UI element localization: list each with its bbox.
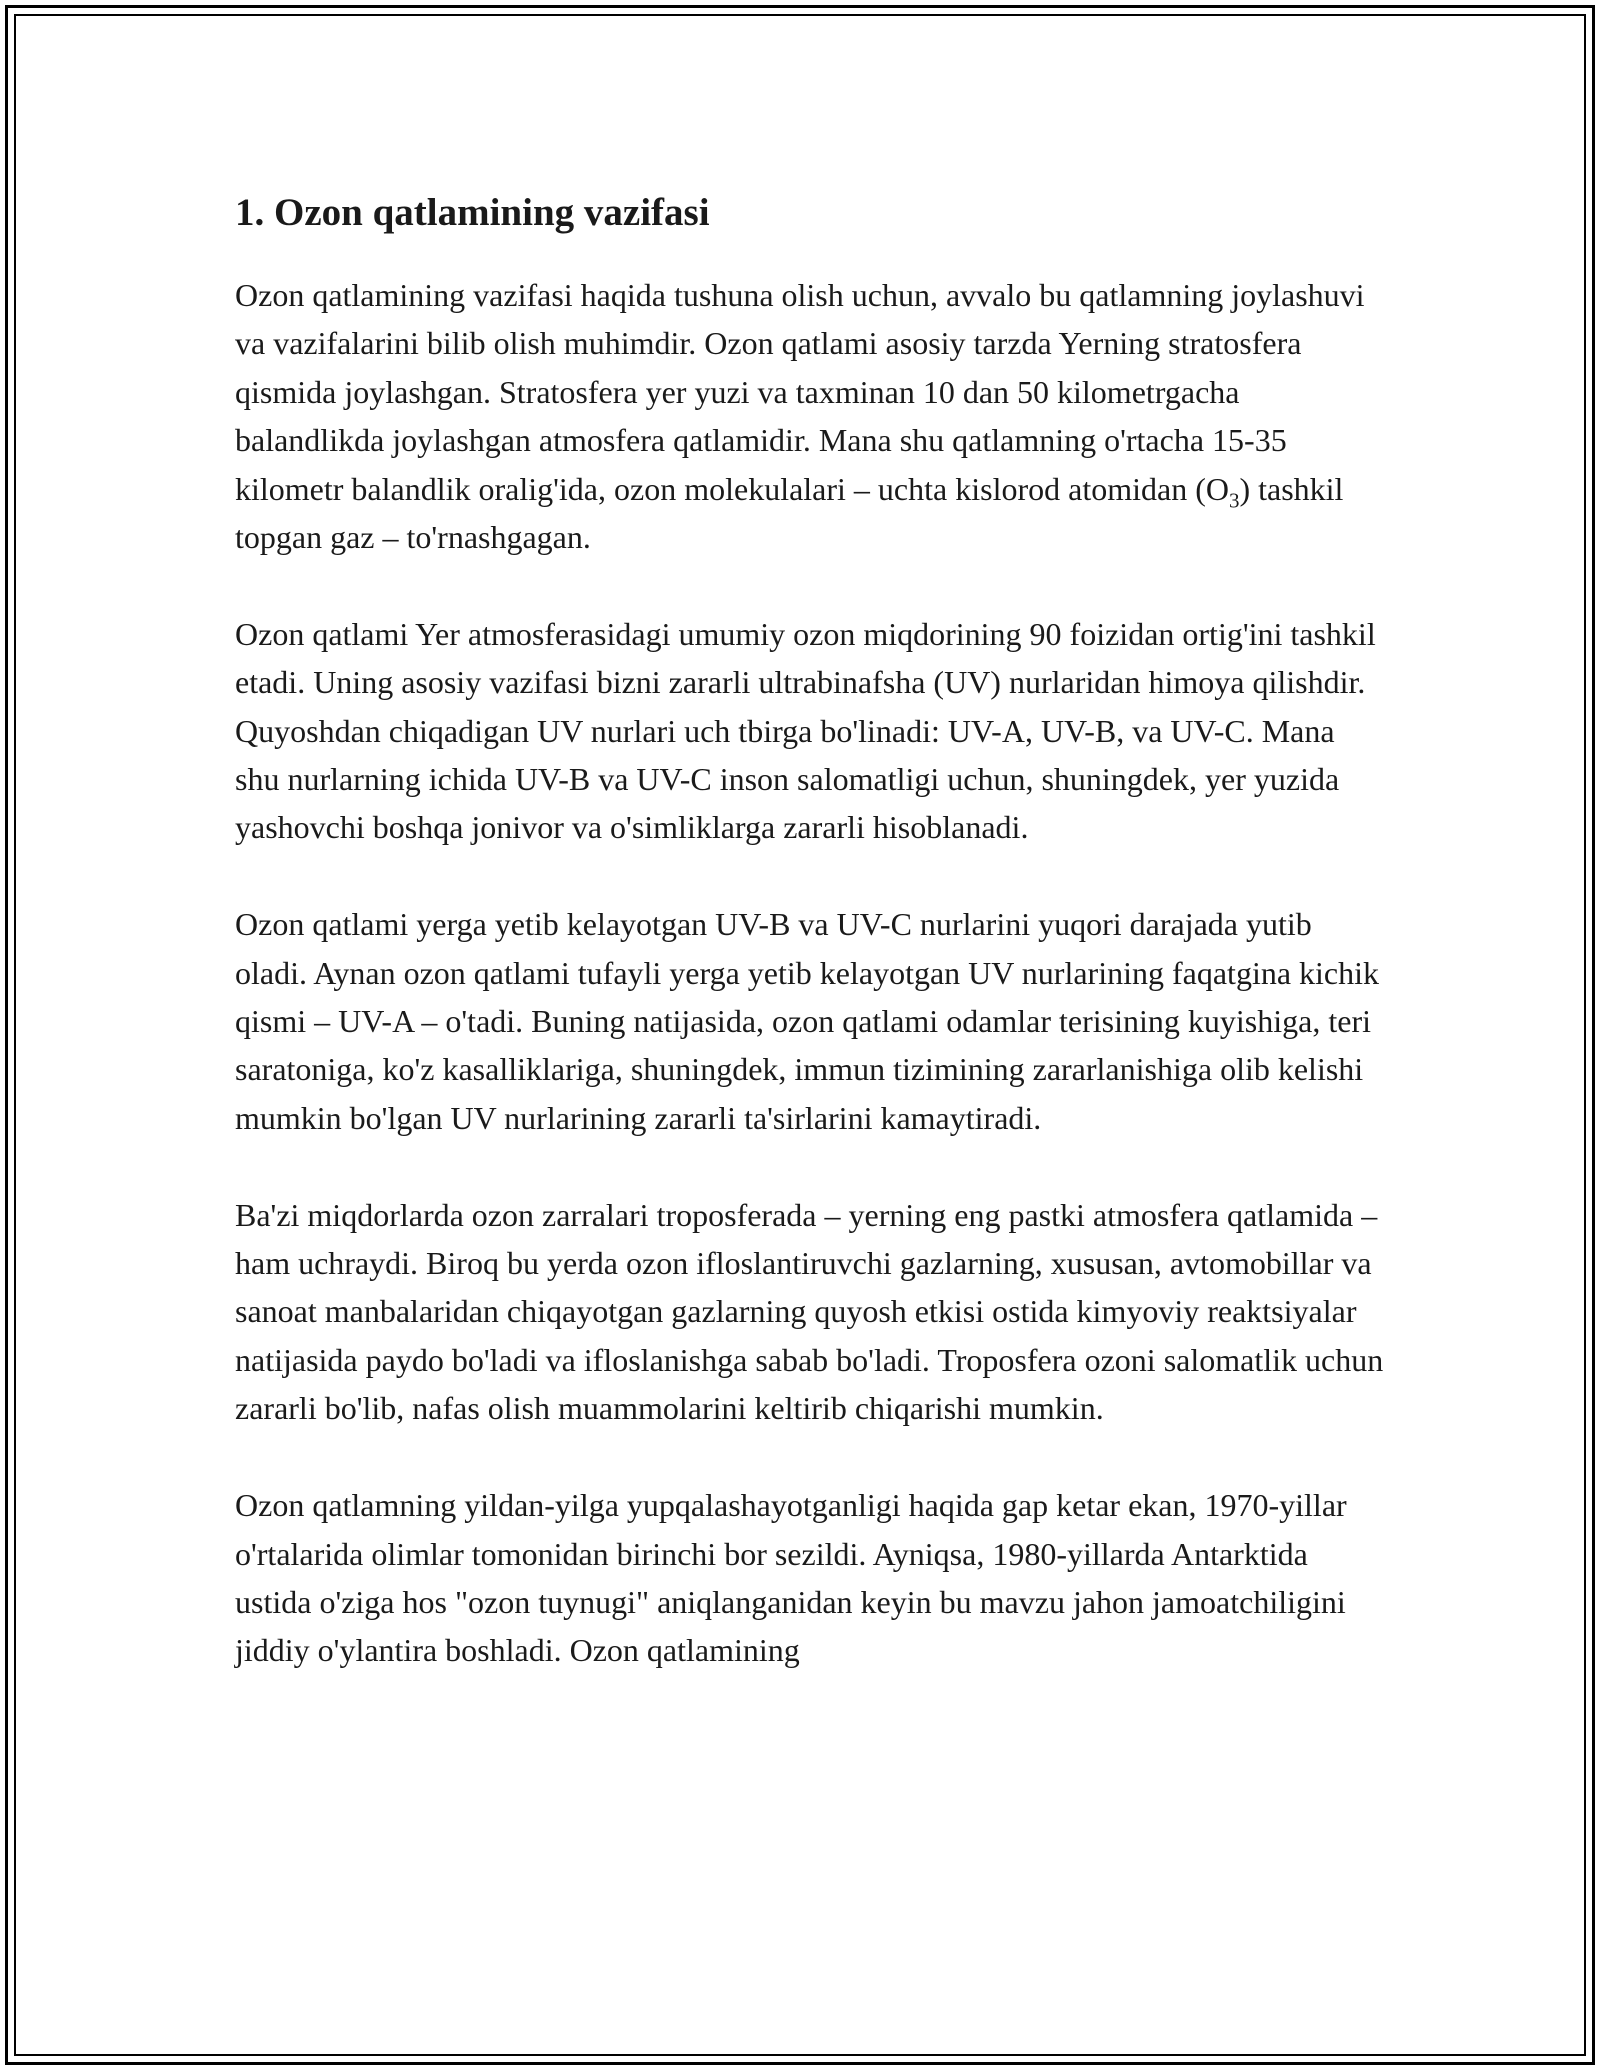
document-body	[235, 185, 1385, 1723]
ozone-subscript: 3	[1228, 488, 1240, 513]
paragraph-5: Ozon qatlamning yildan-yilga yupqalashayotganligi haqida gap ketar ekan, 1970-yillar o'rtalarida olimlar tomonidan birinchi bor sezildi. Ayniqsa, 1980-yillarda Antarktida ustida o'ziga hos "ozon tuynugi" aniqlanganidan keyin bu mavzu jahon jamoatchiligini jiddiy o'ylantira boshladi. Ozon qatlamining	[235, 1487, 1347, 1669]
paragraph-3: Ozon qatlami yerga yetib kelayotgan UV-B va UV-C nurlarini yuqori darajada yutib oladi. Aynan ozon qatlami tufayli yerga yetib kelayotgan UV nurlarining faqatgina kichik qismi – UV-A – o'tadi. Buning natijasida, ozon qatlami odamlar terisining kuyishiga, teri saratoniga, ko'z kasalliklariga, shuningdek, immun tizimining zararlanishiga olib kelishi mumkin bo'lgan UV nurlarining zararli ta'sirlarini kamaytiradi.	[235, 906, 1380, 1136]
paragraph-4: Ba'zi miqdorlarda ozon zarralari troposferada – yerning eng pastki atmosfera qatlamida – ham uchraydi. Biroq bu yerda ozon ifloslantiruvchi gazlarning, xususan, avtomobillar va sanoat manbalaridan chiqayotgan gazlarning quyosh etkisi ostida kimyoviy reaktsiyalar natijasida paydo bo'ladi va ifloslanishga sabab bo'ladi. Troposfera ozoni salomatlik uchun zararli bo'lib, nafas olish muammolarini keltirib chiqarishi mumkin.	[235, 1196, 1384, 1427]
section-heading: 1. Ozon qatlamining vazifasi	[235, 191, 710, 234]
paragraph-1-text-a: Ozon qatlamining vazifasi haqida tushuna olish uchun, avvalo bu qatlamning joylashuvi va vazifalarini bilib olish muhimdir. Ozon qatlami asosiy tarzda Yerning stratosfera qismida joylashgan. Stratosfera yer yuzi va taxminan 10 dan 50 kilometrgacha balandlikda joylashgan atmosfera qatlamidir. Mana shu qatlamning o'rtacha 15-35 kilometr balandlik oralig'ida, ozon molekulalari – uchta kislorod atomidan (O	[235, 277, 1365, 507]
paragraph-2: Ozon qatlami Yer atmosferasidagi umumiy ozon miqdorining 90 foizidan ortig'ini tashkil etadi. Uning asosiy vazifasi bizni zararli ultrabinafsha (UV) nurlaridan himoya qilishdir. Quyoshdan chiqadigan UV nurlari uch tbirga bo'linadi: UV-A, UV-B, va UV-C. Mana shu nurlarning ichida UV-B va UV-C inson salomatligi uchun, shuningdek, yer yuzida yashovchi boshqa jonivor va o'simliklarga zararli hisoblanadi.	[235, 615, 1376, 846]
paragraph-1	[235, 271, 1385, 561]
paragraph-1-text-b: ) tashkil topgan gaz – to'rnashgagan.	[235, 470, 1344, 556]
